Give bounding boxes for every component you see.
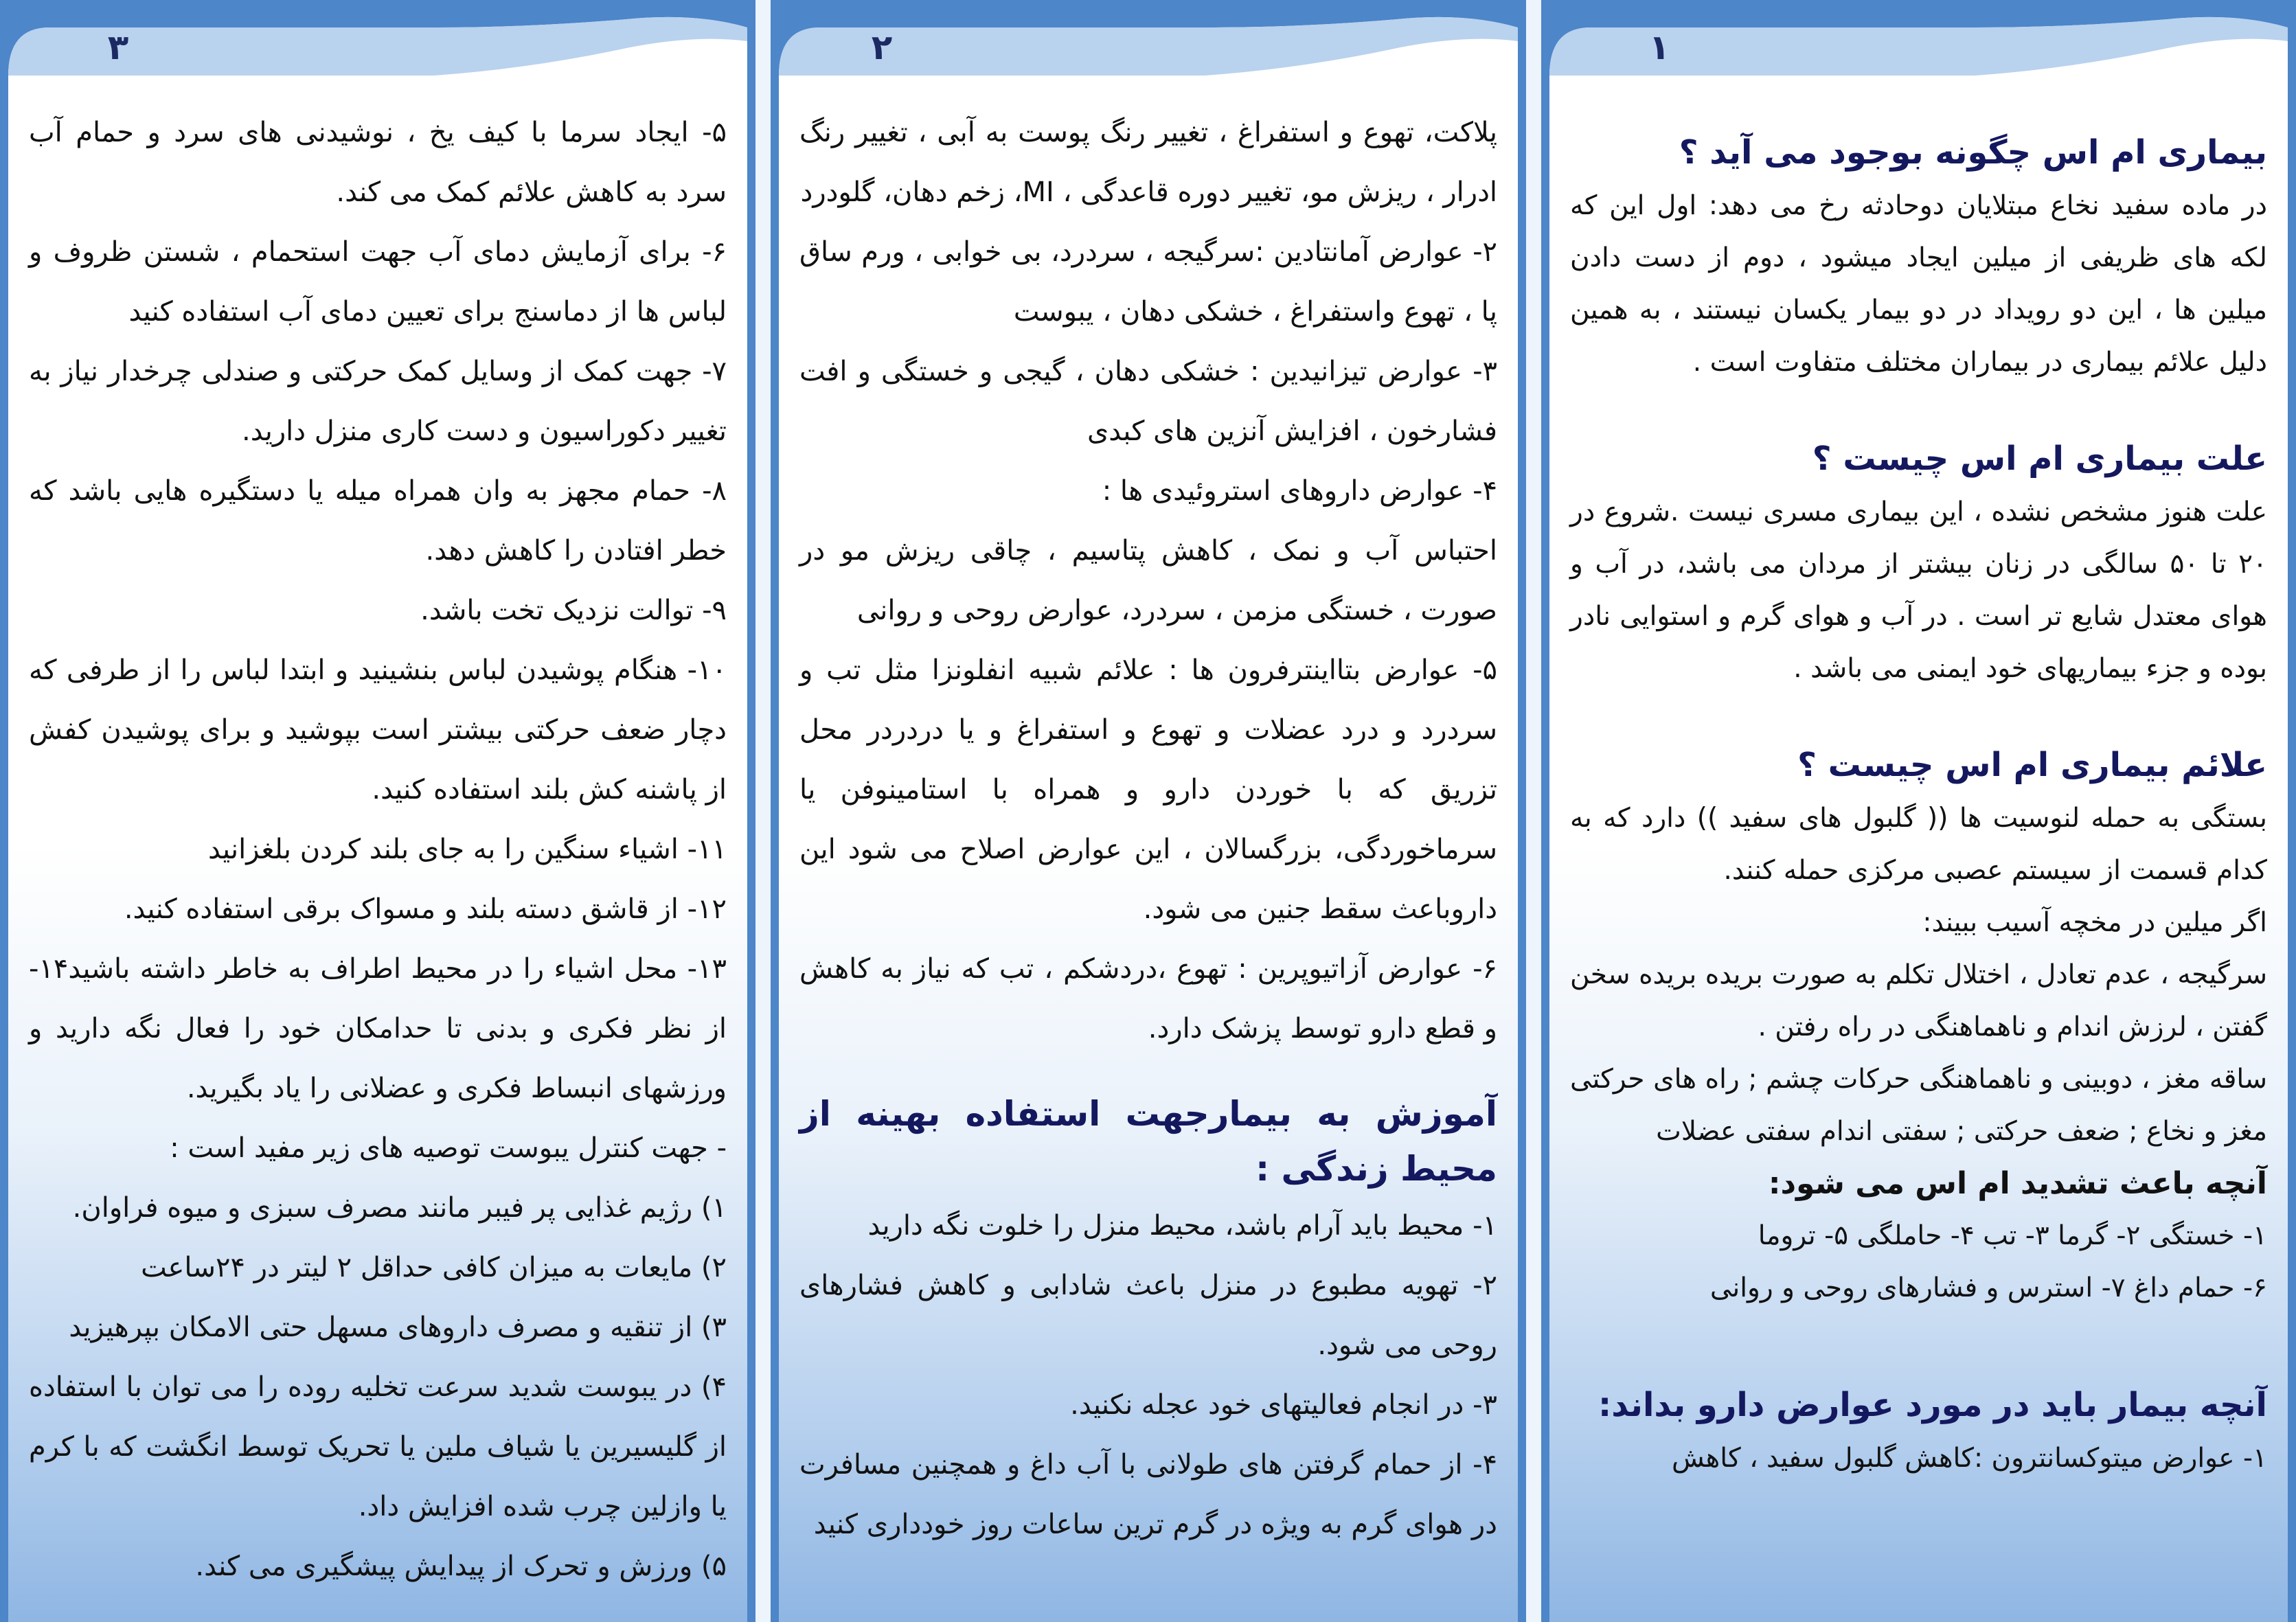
text-line: ۴) در یبوست شدید سرعت تخلیه روده را می توان با استفاده از گلیسیرین یا شیاف ملین یا تحریک توسط انگشت که با کرم یا وازلین چرب شده افزایش داد. xyxy=(29,1371,727,1522)
text-line: پلاکت، تهوع و استفراغ ، تغییر رنگ پوست به آبی ، تغییر رنگ ادرار ، ریزش مو، تغییر دوره قاعدگی ، MI، زخم دهان، گلودرد xyxy=(799,117,1497,208)
panel-page-1 xyxy=(1541,0,2296,1622)
text-line: ۶- حمام داغ ۷- استرس و فشارهای روحی و روانی xyxy=(1709,1272,2267,1303)
section-heading: علائم بیماری ام اس چیست ؟ xyxy=(1797,746,2267,784)
text-line: ۴- عوارض داروهای استروئیدی ها : xyxy=(1102,475,1497,507)
text-line: احتباس آب و نمک ، کاهش پتاسیم ، چاقی ریزش مو در صورت ، خستگی مزمن ، سردرد، عوارض روحی و روانی xyxy=(799,535,1497,626)
text-line: ۷- جهت کمک از وسایل کمک حرکتی و صندلی چرخدار نیاز به تغییر دکوراسیون و دست کاری منزل دارید. xyxy=(29,356,727,447)
text-line: ۱- محیط باید آرام باشد، محیط منزل را خلوت نگه دارید xyxy=(867,1210,1497,1242)
text-line: ۴- از حمام گرفتن های طولانی با آب داغ و همچنین مسافرت در هوای گرم به ویژه در گرم ترین ساعات روز خودداری کنید xyxy=(799,1449,1497,1540)
panel-body xyxy=(1570,110,2267,1615)
text-line: ۵) ورزش و تحرک از پیدایش پیشگیری می کند. xyxy=(195,1551,727,1582)
text-line: ۱۱- اشیاء سنگین را به جای بلند کردن بلغزانید xyxy=(207,834,727,865)
sub-heading: آنچه باعث تشدید ام اس می شود: xyxy=(1768,1166,2267,1201)
text-line: ۶- عوارض آزاتیوپرین : تهوع ،دردشکم ، تب که نیاز به کاهش و قطع دارو توسط پزشک دارد. xyxy=(799,953,1497,1044)
text-paragraph: سرگیجه ، عدم تعادل ، اختلال تکلم به صورت بریده بریده سخن گفتن ، لرزش اندام و ناهماهنگی در راه رفتن . xyxy=(1570,959,2267,1042)
text-paragraph: اگر میلین در مخچه آسیب ببیند: xyxy=(1922,907,2267,938)
text-line: ۶- برای آزمایش دمای آب جهت استحمام ، شستن ظروف و لباس ها از دماسنج برای تعیین دمای آب استفاده کنید xyxy=(29,236,727,328)
section-heading: علت بیماری ام اس چیست ؟ xyxy=(1812,439,2267,478)
text-line: ۱- خستگی ۲- گرما ۳- تب ۴- حاملگی ۵- تروما xyxy=(1758,1220,2267,1251)
text-line: ۲- عوارض آمانتادین :سرگیجه ، سردرد، بی خوابی ، ورم ساق پا ، تهوع واستفراغ ، خشکی دهان ، یبوست xyxy=(799,236,1497,328)
text-paragraph: ساقه مغز ، دوبینی و ناهماهنگی حرکات چشم ; راه های حرکتی مغز و نخاع ; ضعف حرکتی ; سفتی اندام سفتی عضلات xyxy=(1570,1064,2267,1147)
text-line: ۲) مایعات به میزان کافی حداقل ۲ لیتر در ۲۴ساعت xyxy=(141,1252,727,1283)
panel-page-2 xyxy=(771,0,1526,1622)
text-line: ۳- عوارض تیزانیدین : خشکی دهان ، گیجی و خستگی و افت فشارخون ، افزایش آنزین های کبدی xyxy=(799,356,1497,447)
text-line: ۱۲- از قاشق دسته بلند و مسواک برقی استفاده کنید. xyxy=(124,893,727,925)
text-paragraph: در ماده سفید نخاع مبتلایان دوحادثه رخ می دهد: اول این که لکه های ظریفی از میلین ایجاد میشود ، دوم از دست دادن میلین ها ، این دو رویداد در دو بیمار یکسان نیستند ، به همین دلیل علائم بیماری در بیماران مختلف متفاوت است . xyxy=(1570,190,2267,378)
section-heading: بیماری ام اس چگونه بوجود می آید ؟ xyxy=(1679,133,2267,172)
text-line: ۳) از تنقیه و مصرف داروهای مسهل حتی الامکان بپرهیزید xyxy=(69,1312,727,1343)
text-paragraph: بستگی به حمله لنوسیت ها (( گلبول های سفید )) دارد که به کدام قسمت از سیستم عصبی مرکزی حمله کنند. xyxy=(1570,803,2267,886)
text-line: ۵- عوارض بتااینترفرون ها : علائم شبیه انفلونزا مثل تب و سردرد و درد عضلات و تهوع و استفراغ و یا دردردر محل تزریق که با خوردن دارو و همراه با استامینوفن یا سرماخوردگی، بزرگسالان ، این عوارض اصلاح می شود این داروباعث سقط جنین می شود. xyxy=(799,654,1497,925)
text-line: - جهت کنترل یبوست توصیه های زیر مفید است : xyxy=(170,1132,727,1164)
panel-page-3 xyxy=(0,0,755,1622)
panel-body xyxy=(29,103,727,1615)
panel-body xyxy=(799,103,1497,1615)
page-number: ۳ xyxy=(107,27,129,67)
text-paragraph: علت هنوز مشخص نشده ، این بیماری مسری نیست .شروع در ۲۰ تا ۵۰ سالگی در زنان بیشتر از مردان می باشد، در آب و هوای معتدل شایع تر است . در آب و هوای گرم و استوایی نادر بوده و جزء بیماریهای خود ایمنی می باشد . xyxy=(1570,496,2268,684)
section-heading: آنچه بیمار باید در مورد عوارض دارو بداند: xyxy=(1598,1386,2267,1424)
text-line: ۳- در انجام فعالیتهای خود عجله نکنید. xyxy=(1070,1389,1497,1421)
text-line: ۱- عوارض میتوکسانترون :کاهش گلبول سفید ، کاهش xyxy=(1671,1443,2267,1474)
text-line: ۱) رژیم غذایی پر فیبر مانند مصرف سبزی و میوه فراوان. xyxy=(72,1192,727,1224)
text-line: ۹- توالت نزدیک تخت باشد. xyxy=(420,595,727,626)
text-line: ۱۳- محل اشیاء را در محیط اطراف به خاطر داشته باشید۱۴- از نظر فکری و بدنی تا حدامکان خود را فعال نگه دارید و ورزشهای انبساط فکری و عضلانی را یاد بگیرید. xyxy=(29,953,727,1104)
text-line: ۲- تهویه مطبوع در منزل باعث شادابی و کاهش فشارهای روحی می شود. xyxy=(799,1270,1497,1361)
text-line: ۱۰- هنگام پوشیدن لباس بنشینید و ابتدا لباس را از طرفی که دچار ضعف حرکتی بیشتر است بپوشید و برای پوشیدن کفش از پاشنه کش بلند استفاده کنید. xyxy=(29,654,727,806)
page-number: ۱ xyxy=(1648,27,1670,67)
page-number: ۲ xyxy=(871,27,893,67)
text-line: ۸- حمام مجهز به وان همراه میله یا دستگیره هایی باشد که خطر افتادن را کاهش دهد. xyxy=(29,475,727,567)
text-line: ۵- ایجاد سرما با کیف یخ ، نوشیدنی های سرد و حمام آب سرد به کاهش علائم کمک می کند. xyxy=(29,117,727,208)
section-heading: آموزش به بیمارجهت استفاده بهینه از محیط زندگی : xyxy=(799,1094,1497,1189)
